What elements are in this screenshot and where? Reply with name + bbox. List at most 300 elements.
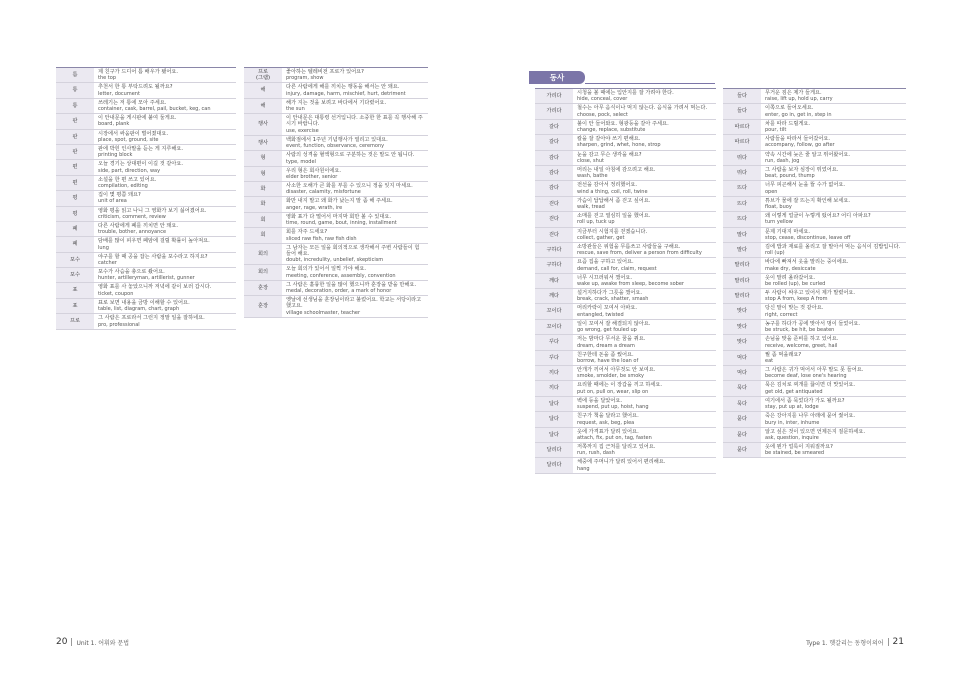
example-english: accompany, follow, go after [765,142,835,149]
example-korean: 옷이 말려 올라갔어요. [765,274,816,281]
entry-word: 걷다 [535,228,573,242]
entry-row [723,151,906,166]
entry-word: 가리다 [535,89,573,103]
example-english: pro, professional [98,321,140,328]
example-korean: 철수는 아무 음식이나 먹지 않는다. 음식을 가려서 먹는다. [577,105,708,112]
entry-word: 통 [56,83,94,97]
example-korean: 그 사람은 프로라서 그런지 정말 일을 잘하네요. [98,315,205,322]
entry-example [94,299,236,313]
example-english: float, buoy [765,204,792,211]
example-english: run, dash, jog [765,157,800,164]
entry-example [282,83,428,97]
entry-example [573,304,716,318]
example-english: become deaf, lose one's hearing [765,373,847,380]
entry-row [56,268,236,283]
example-english: wind a thing, coil, roll, twine [577,188,648,195]
example-english: sharpen, grind, whet, hone, strop [577,142,661,149]
entry-word: 말리다 [723,289,761,303]
entry-word: 화 [244,197,282,211]
example-english: get old, get antiquated [765,388,823,395]
entry-row [535,120,716,135]
entry-example [761,274,906,288]
entry-example [94,114,236,128]
entry-word: 훈장 [244,296,282,317]
entry-example [573,228,716,242]
entry-example [573,89,716,103]
example-korean: 당신 말이 맞는 것 같아요. [765,305,824,312]
entry-row [723,351,906,366]
example-korean: 소매를 걷고 열심히 일을 했어요. [577,213,651,220]
entry-example [573,366,716,380]
entry-example [573,335,716,349]
entry-word: 표 [56,283,94,297]
example-korean: 전선을 감아서 정리했어요. [577,182,638,189]
example-korean: 회를 자주 드세요? [286,229,328,236]
entry-row [723,166,906,181]
entry-word: 말리다 [723,274,761,288]
entry-word: 감다 [535,151,573,165]
example-english: side, part, direction, way [98,167,161,174]
footer-label: Unit 1. 어휘와 문법 [76,639,130,647]
example-english: walk, tread [577,204,605,211]
entry-row [723,274,906,289]
entry-row [56,145,236,160]
entry-example [573,212,716,226]
entry-word: 프로 (그램) [244,68,282,82]
example-korean: 체중에 주머니가 달려 있어서 편리해요. [577,459,666,466]
entry-word: 뛰다 [723,166,761,180]
example-english: doubt, incredulity, unbelief, skepticism [286,257,384,264]
entry-word: 말다 [723,243,761,257]
entry-row [56,191,236,206]
example-english: container, cask, barrel, pail, bucket, keg, can [98,106,211,113]
example-english: dream, dream a dream [577,342,635,349]
entry-example [573,135,716,149]
example-korean: 농구를 하다가 공에 맞아서 멍이 들었어요. [765,320,861,327]
example-korean: 묵은 김치로 찌개를 끓이면 더 맛있어요. [765,382,856,389]
entry-example [761,335,906,349]
entry-row [535,89,716,104]
example-korean: 약속 시간에 늦은 줄 알고 뛰어왔어요. [765,151,851,158]
example-korean: 백화점에서 1주년 기념행사가 열리고 있대요. [286,136,388,143]
entry-word: 맞다 [723,320,761,334]
example-korean: 영화 평을 읽고 나니 그 영화가 보기 싫어졌어요. [98,207,207,214]
example-english: rescue, save from, deliver a person from difficulty [577,250,702,257]
entry-row [56,314,236,329]
example-english: borrow, have the loan of [577,357,639,364]
example-english: time, round, game, bout, inning, installment [286,220,397,227]
example-korean: 요즘 집을 구하고 있어요. [577,259,634,266]
entry-example [573,274,716,288]
entry-word: 포수 [56,268,94,282]
entry-row [244,296,428,318]
entry-row [535,151,716,166]
example-korean: 칼을 잘 갈아야 쓰기 편해요. [577,136,641,143]
entry-row [244,136,428,151]
entry-example [761,397,906,411]
example-english: open [765,188,778,195]
entry-word: 묻다 [723,412,761,426]
entry-row [244,213,428,228]
example-english: place, spot, ground, site [98,136,159,143]
entry-example [282,182,428,196]
entry-example [573,181,716,195]
entry-word: 깨다 [535,274,573,288]
entry-word: 회 [244,213,282,227]
example-english: event, function, observance, ceremony [286,143,385,150]
entry-word: 통 [56,99,94,113]
example-korean: 문제 기대지 마세요. [765,228,811,235]
entry-row [723,381,906,396]
entry-word: 회의 [244,265,282,279]
example-korean: 그 남자는 모든 일을 회의적으로 생각해서 주변 사람들이 힘들어 해요. [286,244,420,257]
footer-left [56,637,129,647]
example-korean: 표로 보면 내용을 금방 이해할 수 있어요. [98,299,190,306]
entry-word: 들다 [723,89,761,103]
example-english: printing block [98,152,133,159]
entry-example [573,258,716,272]
entry-row [535,366,716,381]
example-korean: 왜 이렇게 얼굴이 누렇게 떴어요? 어디 아파요? [765,213,871,220]
entry-row [723,335,906,350]
entry-example [761,120,906,134]
example-english: wake up, awake from sleep, become sober [577,280,684,287]
column-a [56,67,236,330]
example-korean: 안개가 끼어서 아무것도 안 보여요. [577,367,656,374]
column-c [535,88,716,474]
example-korean: 옷에 가격표가 달려 있어요. [577,428,639,435]
entry-word: 편 [56,176,94,190]
example-korean: 옛날에 선생님을 훈장님이라고 불렀어요. 학교는 서당이라고 했고요. [286,297,422,310]
example-english: elder brother, senior [286,173,338,180]
entry-example [573,320,716,334]
example-english: be stained, be smeared [765,450,825,457]
example-korean: 이쪽으로 들어오세요. [765,105,814,112]
example-english: ask, question, inquire [765,434,819,441]
entry-row [244,182,428,197]
entry-row [723,366,906,381]
entry-word: 말다 [723,228,761,242]
entry-row [535,304,716,319]
entry-row [723,258,906,273]
example-korean: 머리카락이 꼬여서 아파요. [577,305,638,312]
entry-row [56,207,236,222]
entry-row [56,237,236,252]
entry-example [282,265,428,279]
example-korean: 너무 시끄러워서 깼어요. [577,274,633,281]
entry-word: 갈다 [535,120,573,134]
entry-example [761,135,906,149]
example-english: break, crack, shatter, smash [577,296,649,303]
entry-word: 폐 [56,237,94,251]
entry-row [535,335,716,350]
example-english: village schoolmaster, teacher [286,309,361,316]
entry-example [573,428,716,442]
example-korean: 오늘 경기는 상대편이 이길 것 같아요. [98,161,184,168]
entry-example [573,397,716,411]
example-english: be struck, be hit, be beaten [765,327,835,334]
entry-example [761,381,906,395]
example-korean: 이 안내문을 게시판에 붙여 둘게요. [98,115,177,122]
example-english: close, shut [577,157,604,164]
example-english: type, model [286,158,316,165]
entry-word: 끼다 [535,381,573,395]
example-english: disaster, calamity, misfortune [286,189,361,196]
example-english: entangled, twisted [577,311,624,318]
example-english: wash, bathe [577,173,608,180]
entry-row [535,381,716,396]
entry-word: 행사 [244,114,282,135]
example-korean: 가슴이 답답해서 좀 걷고 싶어요. [577,197,651,204]
entry-word: 평 [56,191,94,205]
example-english: choose, pock, select [577,111,628,118]
entry-row [56,283,236,298]
entry-word: 표 [56,299,94,313]
entry-row [535,397,716,412]
entry-word: 훈장 [244,281,282,295]
entry-example [761,228,906,242]
entry-word: 뛰다 [723,151,761,165]
entry-example [573,381,716,395]
example-english: roll (up) [765,250,785,257]
example-english: collect, gather, get [577,234,625,241]
example-korean: 영화 표가 다 떨어서 마지막 회만 볼 수 있대요. [286,213,392,220]
entry-example [282,296,428,317]
entry-example [94,253,236,267]
entry-row [244,228,428,243]
entry-word: 해 [244,83,282,97]
entry-example [282,68,428,82]
entry-row [244,151,428,166]
example-korean: 다른 사람에게 해를 끼치는 행동을 해서는 안 돼요. [286,84,400,91]
entry-word: 따르다 [723,120,761,134]
example-korean: 그 사람을 보자 심장이 뛰었어요. [765,166,839,173]
example-korean: 담배를 많이 피우면 폐암에 걸릴 확률이 높아져요. [98,238,210,245]
example-english: right, correct [765,311,798,318]
entry-row [244,167,428,182]
entry-example [573,104,716,118]
entry-example [94,268,236,282]
example-english: enter, go in, get in, step in [765,111,832,118]
example-korean: 제 친구가 드디어 틈 배우가 됐어요. [98,69,179,75]
entry-example [94,283,236,297]
entry-example [761,212,906,226]
example-english: the top [98,75,116,82]
entry-word: 형 [244,167,282,181]
entry-example [94,99,236,113]
example-english: pour, tilt [765,127,787,134]
example-korean: 이 안내문은 대통령 선거입니다. 소중한 한 표를 꼭 행사해 주시기 바랍니다. [286,115,423,128]
example-korean: 해가 지는 것을 보려고 바다에서 기다렸어요. [286,99,387,106]
example-korean: 소설을 한 편 쓰고 있어요. [98,176,157,183]
entry-word: 달다 [535,397,573,411]
entry-row [723,135,906,150]
entry-row [56,299,236,314]
entry-example [761,443,906,457]
entry-word: 판 [56,114,94,128]
entry-word: 판 [56,130,94,144]
entry-example [761,243,906,257]
example-korean: 화만 내지 말고 왜 화가 났는지 말 좀 해 주세요. [286,198,393,205]
entry-example [761,258,906,272]
page-number: 21 [892,637,904,647]
example-english: receive, welcome, greet, hail [765,342,838,349]
entry-row [723,104,906,119]
entry-word: 구하다 [535,258,573,272]
entry-word: 따르다 [723,135,761,149]
example-korean: 바다에 빠져서 옷을 말리는 중이에요. [765,259,849,266]
entry-example [761,304,906,318]
entry-row [535,228,716,243]
example-english: hide, conceal, cover [577,96,628,103]
entry-row [723,181,906,196]
entry-word: 꼬이다 [535,320,573,334]
entry-row [535,166,716,181]
footer-right [806,637,904,647]
example-english: compilation, editing [98,183,148,190]
example-english: run, rush, dash [577,450,615,457]
example-korean: 친구한테 돈을 좀 꿨어요. [577,351,634,358]
entry-example [282,151,428,165]
entry-word: 깨다 [535,289,573,303]
entry-word: 감다 [535,166,573,180]
example-english: program, show [286,75,324,82]
example-korean: 머리는 내일 아침에 감으려고 해요. [577,166,656,173]
entry-row [56,130,236,145]
example-korean: 너무 피곤해서 눈을 뜰 수가 없어요. [765,182,846,189]
example-english: eat [765,357,774,364]
entry-example [94,222,236,236]
entry-example [573,151,716,165]
example-korean: 사람의 성격을 혈액형으로 구분하는 것은 말도 안 됩니다. [286,152,415,159]
example-english: request, ask, beg, plea [577,419,635,426]
entry-example [761,351,906,365]
entry-row [535,212,716,227]
entry-row [535,274,716,289]
entry-word: 회 [244,228,282,242]
example-korean: 다른 사람에게 폐를 끼치면 안 돼요. [98,222,179,229]
entry-example [94,160,236,174]
entry-word: 뜨다 [723,197,761,211]
entry-example [94,176,236,190]
example-english: hunter, artilleryman, artillerist, gunner [98,275,195,282]
entry-example [282,244,428,265]
entry-row [535,104,716,119]
entry-row [56,99,236,114]
example-english: table, list, diagram, chart, graph [98,306,180,313]
entry-example [761,197,906,211]
entry-example [761,104,906,118]
example-english: sliced raw fish, raw fish dish [286,235,357,242]
entry-row [535,135,716,150]
entry-example [761,366,906,380]
entry-word: 묵다 [723,381,761,395]
entry-word: 프로 [56,314,94,328]
entry-example [761,181,906,195]
entry-example [282,99,428,113]
entry-example [282,213,428,227]
entry-word: 행사 [244,136,282,150]
example-korean: 알고 싶은 것이 있으면 언제든지 질문하세요. [765,428,866,435]
entry-example [282,281,428,295]
entry-example [573,289,716,303]
entry-example [94,83,236,97]
example-korean: 친구가 책을 달라고 했어요. [577,413,639,420]
example-korean: 저쪽까지 집 근처를 달리고 있어요. [577,443,656,450]
example-english: make dry, desiccate [765,265,816,272]
entry-row [535,289,716,304]
example-english: roll up, tuck up [577,219,615,226]
entry-row [535,412,716,427]
entry-word: 들다 [723,104,761,118]
entry-row [244,197,428,212]
entry-word: 구하다 [535,243,573,257]
entry-example [573,351,716,365]
example-korean: 불이 안 들어와요. 형광등을 갈아 주세요. [577,120,669,127]
entry-example [282,197,428,211]
example-korean: 우리 형은 회사원이에요. [286,167,342,174]
entry-example [761,412,906,426]
entry-row [723,120,906,135]
example-english: criticism, comment, review [98,213,166,220]
entry-word: 감다 [535,181,573,195]
entry-word: 틈 [56,68,94,82]
entry-word: 말리다 [723,258,761,272]
example-korean: 오늘 회의가 있어서 일찍 가야 해요. [286,266,367,273]
entry-word: 달리다 [535,443,573,457]
entry-example [94,130,236,144]
entry-word: 달리다 [535,458,573,472]
entry-word: 묵다 [723,397,761,411]
entry-row [723,304,906,319]
example-english: smoke, smolder, be smoky [577,373,644,380]
entry-row [535,243,716,258]
entry-row [535,181,716,196]
entry-example [573,412,716,426]
entry-row [535,320,716,335]
entry-row [723,443,906,458]
example-korean: 튜브가 물에 잘 뜨는지 확인해 보세요. [765,197,851,204]
entry-row [244,244,428,266]
example-korean: 시청을 볼 때에는 입안지를 잘 가려야 한다. [577,90,674,96]
example-english: attach, fix, put on, tag, fasten [577,434,652,441]
entry-row [244,265,428,280]
example-english: meeting, conference, assembly, convention [286,272,396,279]
example-korean: 그 사람은 훌륭한 일을 많이 했으니까 훈장을 받을 만해요. [286,281,417,288]
entry-word: 뜨다 [723,181,761,195]
entry-row [56,68,236,83]
entry-row [535,258,716,273]
entry-example [573,443,716,457]
entry-word: 갈다 [535,135,573,149]
example-english: hang [577,465,590,472]
entry-example [94,191,236,205]
entry-row [244,68,428,83]
section-label: 동사 [529,71,585,84]
entry-example [282,228,428,242]
entry-example [573,197,716,211]
entry-word: 포수 [56,253,94,267]
example-korean: 여기에서 좀 묵었다가 가도 될까요? [765,397,845,404]
example-korean: 소방관들은 위험을 무릅쓰고 사람들을 구해요. [577,243,681,250]
entry-row [535,428,716,443]
example-korean: 영화 표를 사 놓았으니까 저녁에 같이 보러 갑시다. [98,284,212,291]
entry-word: 걷다 [535,197,573,211]
example-english: bury in, inter, inhume [765,419,820,426]
entry-row [723,243,906,258]
entry-row [535,458,716,473]
entry-row [244,281,428,296]
